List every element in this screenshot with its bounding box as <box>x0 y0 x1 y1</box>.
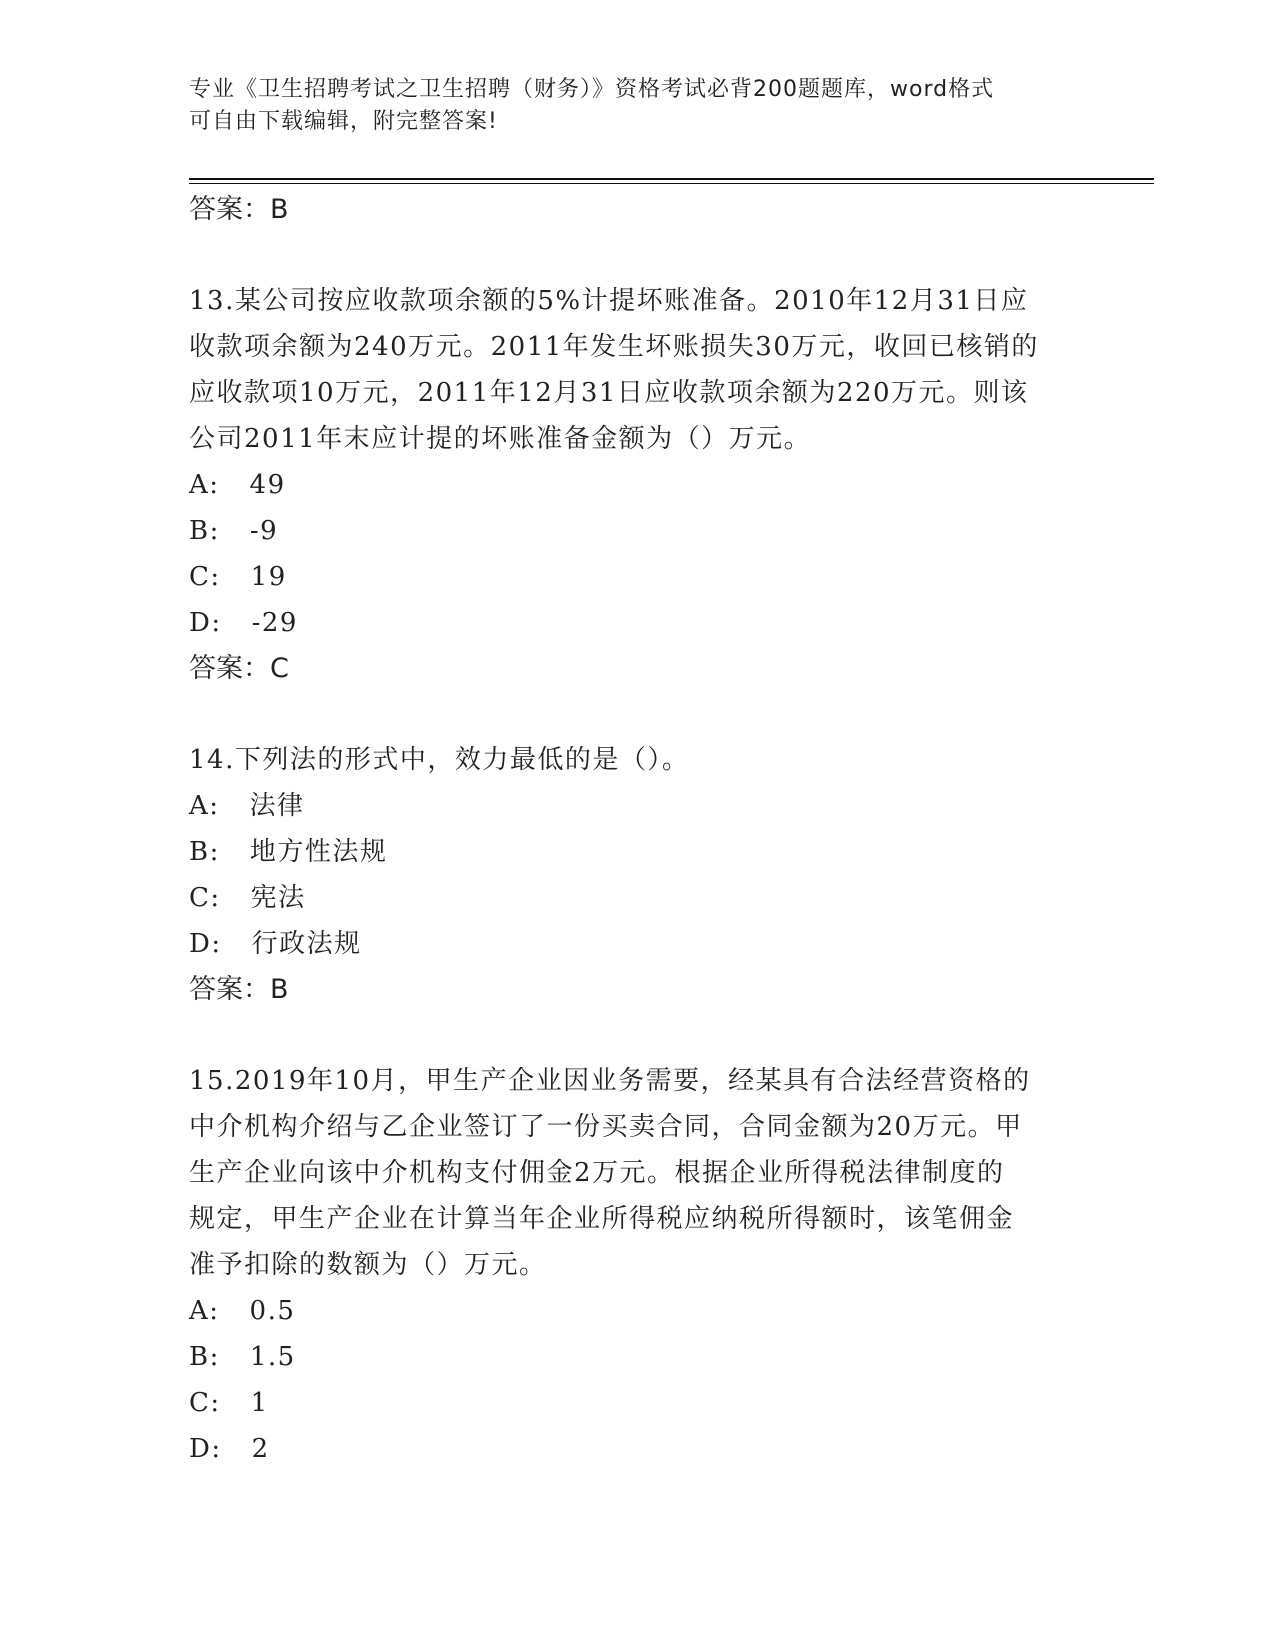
option-d <box>189 921 1089 967</box>
option-text: -9 <box>249 516 279 546</box>
option-key: C: <box>189 1388 221 1418</box>
header-divider-thick <box>189 178 1154 180</box>
question-stem-line: 规定，甲生产企业在计算当年企业所得税应纳税所得额时，该笔佣金 <box>189 1204 1015 1234</box>
option-c <box>189 1380 1089 1426</box>
question-stem-line: 公司2011年末应计提的坏账准备金额为（）万元。 <box>189 424 812 454</box>
option-key: C: <box>189 562 221 592</box>
option-key: B: <box>189 516 220 546</box>
header-line-2: 可自由下载编辑，附完整答案! <box>189 109 498 134</box>
option-text: -29 <box>251 608 298 638</box>
option-key: B: <box>189 1342 220 1372</box>
question-stem-line: 准予扣除的数额为（）万元。 <box>189 1250 547 1280</box>
question-14 <box>189 737 1089 1013</box>
option-text: 2 <box>251 1434 270 1464</box>
option-text: 49 <box>249 470 286 500</box>
option-text: 行政法规 <box>251 929 362 959</box>
question-15 <box>189 1058 1089 1472</box>
option-text: 法律 <box>249 791 305 821</box>
question-stem-line: 中介机构介绍与乙企业签订了一份买卖合同，合同金额为20万元。甲 <box>189 1112 1023 1142</box>
option-b <box>189 829 1089 875</box>
option-key: C: <box>189 883 221 913</box>
question-stem-line: 应收款项10万元，2011年12月31日应收款项余额为220万元。则该 <box>189 378 1029 408</box>
option-c <box>189 875 1089 921</box>
option-c <box>189 554 1089 600</box>
previous-question-answer: 答案：B <box>189 194 289 225</box>
question-stem-line: 15.2019年10月，甲生产企业因业务需要，经某具有合法经营资格的 <box>189 1066 1031 1096</box>
spacer <box>189 1013 1089 1058</box>
header-divider-thin <box>189 183 1154 184</box>
option-text: 1.5 <box>249 1342 296 1372</box>
option-text: 地方性法规 <box>249 837 388 867</box>
question-stem-line: 13.某公司按应收款项余额的5%计提坏账准备。2010年12月31日应 <box>189 286 1029 316</box>
option-key: A: <box>189 1296 220 1326</box>
option-d <box>189 600 1089 646</box>
document-header <box>189 74 1089 138</box>
question-list <box>189 187 1089 1472</box>
option-text: 19 <box>250 562 287 592</box>
question-13 <box>189 278 1089 692</box>
spacer <box>189 233 1089 278</box>
option-d <box>189 1426 1089 1472</box>
option-a <box>189 462 1089 508</box>
option-text: 宪法 <box>250 883 306 913</box>
option-key: B: <box>189 837 220 867</box>
question-stem-line: 收款项余额为240万元。2011年发生坏账损失30万元，收回已核销的 <box>189 332 1039 362</box>
header-line-1: 专业《卫生招聘考试之卫生招聘（财务）》资格考试必背200题题库，word格式 <box>189 77 995 102</box>
question-stem-line: 14.下列法的形式中，效力最低的是（）。 <box>189 745 690 775</box>
question-answer: 答案：C <box>189 653 289 684</box>
option-key: D: <box>189 929 222 959</box>
question-stem-line: 生产企业向该中介机构支付佣金2万元。根据企业所得税法律制度的 <box>189 1158 1005 1188</box>
option-text: 0.5 <box>249 1296 296 1326</box>
option-b <box>189 508 1089 554</box>
question-answer: 答案：B <box>189 974 289 1005</box>
option-text: 1 <box>250 1388 269 1418</box>
option-b <box>189 1334 1089 1380</box>
spacer <box>189 692 1089 737</box>
option-key: A: <box>189 470 220 500</box>
option-key: D: <box>189 1434 222 1464</box>
option-a <box>189 783 1089 829</box>
option-key: A: <box>189 791 220 821</box>
option-a <box>189 1288 1089 1334</box>
option-key: D: <box>189 608 222 638</box>
